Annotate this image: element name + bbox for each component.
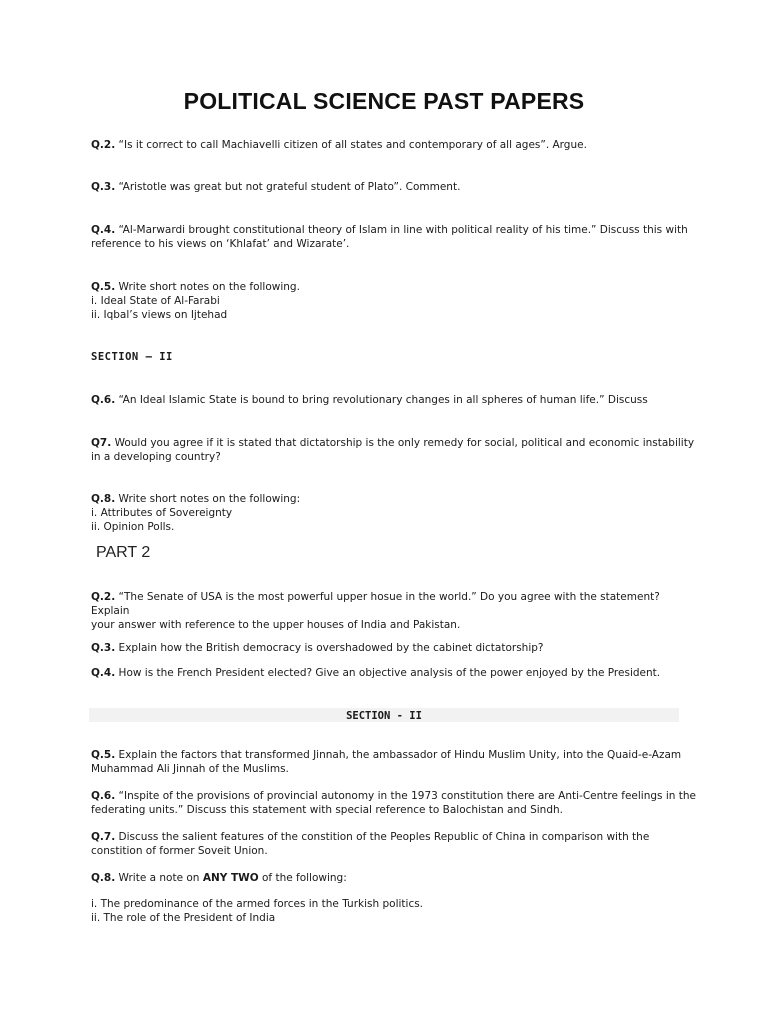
- question-p2-q2: [91, 590, 691, 632]
- question-p1-q5: [91, 280, 691, 322]
- question-p2-q4: [91, 666, 691, 680]
- question-number: Q.7.: [91, 831, 116, 843]
- question-text-cont: constition of former Soveit Union.: [91, 845, 268, 857]
- question-text: How is the French President elected? Give an objective analysis of the power enjoyed by the President.: [115, 667, 661, 679]
- question-number: Q.4.: [91, 667, 116, 679]
- question-text: Explain how the British democracy is overshadowed by the cabinet dictatorship?: [115, 642, 544, 654]
- question-p1-q2: [91, 138, 691, 152]
- question-text: Write short notes on the following:: [115, 493, 301, 505]
- page-title: POLITICAL SCIENCE PAST PAPERS: [183, 88, 585, 114]
- question-number: Q.8.: [91, 493, 116, 505]
- question-p1-q6: [91, 393, 691, 407]
- question-number: Q.3.: [91, 642, 116, 654]
- question-p2-q3: [91, 641, 691, 655]
- list-item: ii. Iqbal’s views on Ijtehad: [91, 309, 228, 321]
- question-number: Q.6.: [91, 790, 116, 802]
- question-emphasis: ANY TWO: [202, 872, 259, 884]
- question-p2-q5: [91, 748, 691, 776]
- question-text: “The Senate of USA is the most powerful upper hosue in the world.” Do you agree with the statement?: [115, 591, 660, 603]
- question-number: Q.6.: [91, 394, 116, 406]
- question-text-cont: Explain: [91, 605, 130, 617]
- question-text: “Is it correct to call Machiavelli citizen of all states and contemporary of all ages”. Argue.: [115, 139, 587, 151]
- question-p2-q8: [91, 871, 691, 885]
- question-p1-q8: [91, 492, 691, 534]
- question-number: Q.8.: [91, 872, 116, 884]
- question-p2-q7: [91, 830, 691, 858]
- question-text: Would you agree if it is stated that dictatorship is the only remedy for social, political and economic instability: [111, 437, 695, 449]
- question-p1-q3: [91, 180, 691, 194]
- section-heading: SECTION – II: [91, 351, 173, 363]
- question-text: Write a note on: [115, 872, 203, 884]
- question-text: “Al-Marwardi brought constitutional theory of Islam in line with political reality of his time.” Discuss this with: [115, 224, 688, 236]
- list-item: ii. Opinion Polls.: [91, 521, 175, 533]
- question-text: “Inspite of the provisions of provincial autonomy in the 1973 constitution there are Anti-Centre feelings in the: [115, 790, 696, 802]
- question-text-cont: in a developing country?: [91, 451, 221, 463]
- question-text-cont: your answer with reference to the upper houses of India and Pakistan.: [91, 619, 461, 631]
- part-heading: PART 2: [96, 544, 151, 561]
- question-p1-q4: [91, 223, 691, 251]
- question-p2-q6: [91, 789, 696, 817]
- question-number: Q.2.: [91, 139, 116, 151]
- list-item: i. Attributes of Sovereignty: [91, 507, 233, 519]
- question-number: Q.5.: [91, 749, 116, 761]
- question-p1-q7: [91, 436, 695, 464]
- question-text: “Aristotle was great but not grateful student of Plato”. Comment.: [115, 181, 461, 193]
- question-number: Q.4.: [91, 224, 116, 236]
- question-text: of the following:: [258, 872, 347, 884]
- list-item: i. Ideal State of Al-Farabi: [91, 295, 220, 307]
- question-text: “An Ideal Islamic State is bound to bring revolutionary changes in all spheres of human life.” Discuss: [115, 394, 648, 406]
- question-text-cont: federating units.” Discuss this statement with special reference to Balochistan and Sindh.: [91, 804, 563, 816]
- question-number: Q.3.: [91, 181, 116, 193]
- question-text-cont: Muhammad Ali Jinnah of the Muslims.: [91, 763, 289, 775]
- question-number: Q7.: [91, 437, 112, 449]
- list-item: i. The predominance of the armed forces in the Turkish politics.: [91, 898, 424, 910]
- question-number: Q.2.: [91, 591, 116, 603]
- section-heading: SECTION - II: [346, 710, 422, 722]
- list-item: ii. The role of the President of India: [91, 912, 276, 924]
- question-text: Explain the factors that transformed Jinnah, the ambassador of Hindu Muslim Unity, into the Quaid-e-Azam: [115, 749, 682, 761]
- question-p2-q8-items: [91, 897, 691, 925]
- question-number: Q.5.: [91, 281, 116, 293]
- question-text: Discuss the salient features of the constition of the Peoples Republic of China in comparison with the: [115, 831, 650, 843]
- question-text-cont: reference to his views on ‘Khlafat’ and Wizarate’.: [91, 238, 350, 250]
- question-text: Write short notes on the following.: [115, 281, 300, 293]
